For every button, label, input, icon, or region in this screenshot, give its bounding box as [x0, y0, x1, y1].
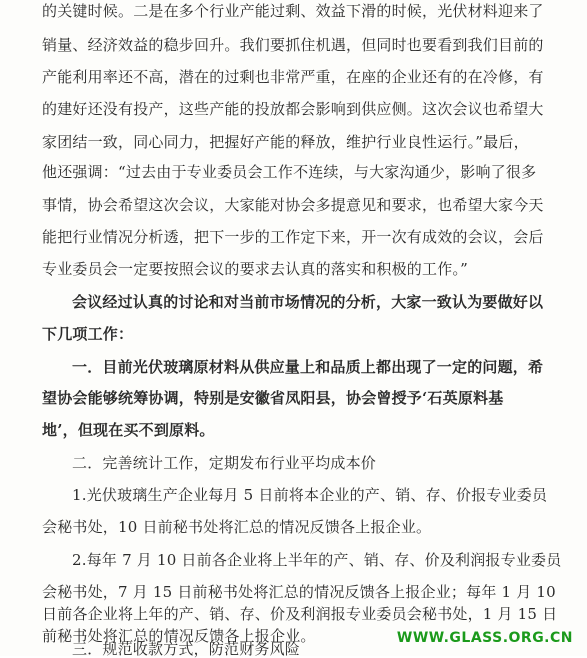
section-heading: 二．完善统计工作，定期发布行业平均成本价: [72, 454, 377, 472]
paragraph-line: 日前各企业将上年的产、销、存、价及利润报专业委员会秘书处，1 月 15 日: [42, 605, 558, 623]
paragraph-line: 前秘书处将汇总的情况反馈各上报企业。: [42, 627, 316, 645]
paragraph-line: 会议经过认真的讨论和对当前市场情况的分析，大家一致认为要做好以: [72, 293, 544, 311]
paragraph-line: 销量、经济效益的稳步回升。我们要抓住机遇，但同时也要看到我们目前的: [42, 36, 544, 54]
paragraph-line: 他还强调：“过去由于专业委员会工作不连续，与大家沟通少，影响了很多: [42, 163, 537, 181]
paragraph-line: 下几项工作：: [42, 325, 134, 343]
paragraph-line: 2.每年 7 月 10 日前各企业将上半年的产、销、存、价及利润报专业委员: [72, 551, 562, 569]
paragraph-line: 会秘书处，10 日前秘书处将汇总的情况反馈各上报企业。: [42, 518, 432, 536]
paragraph-line: 望协会能够统筹协调，特别是安徽省凤阳县，协会曾授予‘石英原料基: [42, 389, 504, 407]
paragraph-line: 产能利用率还不高，潜在的过剩也非常严重，在座的企业还有的在冷修，有: [42, 68, 544, 86]
site-watermark: WWW.GLASS.ORG.CN: [396, 630, 573, 646]
paragraph-line: 能把行业情况分析透，把下一步的工作定下来，开一次有成效的会议，会后: [42, 228, 544, 246]
paragraph-line: 的建好还没有投产，这些产能的投放都会影响到供应侧。这次会议也希望大: [42, 100, 544, 118]
paragraph-line: 专业委员会一定要按照会议的要求去认真的落实和积极的工作。”: [42, 260, 468, 278]
paragraph-line: 1.光伏玻璃生产企业每月 5 日前将本企业的产、销、存、价报专业委员: [72, 486, 548, 504]
paragraph-line: 事情，协会希望这次会议，大家能对协会多提意见和要求，也希望大家今天: [42, 196, 544, 214]
paragraph-line: 会秘书处，7 月 15 日前秘书处将汇总的情况反馈各上报企业；每年 1 月 10: [42, 583, 556, 601]
paragraph-line: 一．目前光伏玻璃原材料从供应量上和品质上都出现了一定的问题，希: [72, 358, 544, 376]
paragraph-line: 的关键时候。二是在多个行业产能过剩、效益下滑的时候，光伏材料迎来了: [42, 2, 544, 20]
section-heading: 三．规范收款方式，防范财务风险: [72, 640, 301, 658]
paragraph-line: 地’，但现在买不到原料。: [42, 421, 215, 439]
paragraph-line: 家团结一致，同心同力，把握好产能的释放，维护行业良性运行。”最后，: [42, 133, 529, 151]
